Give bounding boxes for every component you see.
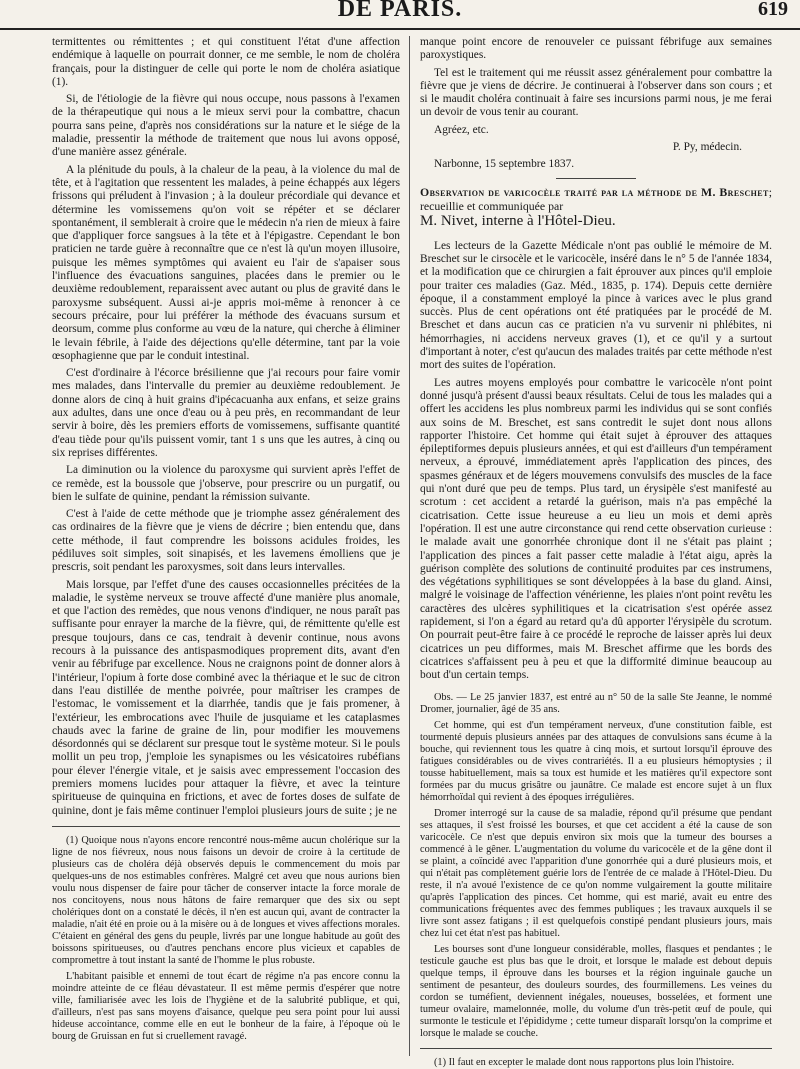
obs-paragraph: Dromer interrogé sur la cause de sa maladie, répond qu'il présume que pendant ses attaques, il s'est froissé les bourses, et que cet accident a été la cause de son varicocèle. Ce n'est que depuis environ six mois que la tumeur des bourses a commencé à le gêner. L'augmentation du volume du varicocèle et de la gêne dont il se plaint, a coïncidé avec l'apparition d'une gonorrhée qui a duré plusieurs mois, et qui n'était pas complètement guérie lors de l'entrée de ce malade à l'Hôtel-Dieu. Du reste, il n'a avoué l'existence de ce qu'on nomme vulgairement la goutte militaire qu'après l'application des pinces. Cet homme, qui est marié, avait eu entre des communications fréquentes avec des femmes publiques ; les travaux auxquels il se livre sont assez fatigans ; il est quelquefois constipé pendant plusieurs jours, mais chez lui cet état n'est pas habituel. xyxy=(420,808,772,940)
paragraph: Si, de l'étiologie de la fièvre qui nous occupe, nous passons à l'examen de la thérapeutique qui nous a le mieux servi pour la combattre, chacun pourra sans peine, d'après nos considérations sur la nature et le siége de la maladie, pressentir la méthode de traitement que nous lui avons opposé, d'une manière assez générale. xyxy=(52,93,400,159)
article-title xyxy=(420,185,772,230)
footnote-rule xyxy=(420,1048,772,1049)
article-title-caps: Observation de varicocèle traité par la méthode de M. Breschet xyxy=(420,184,769,199)
section-rule xyxy=(556,178,636,179)
paragraph: termittentes ou rémittentes ; et qui constituent l'état d'une affection endémique à laquelle on pourrait donner, ce me semble, le nom de choléra français, pour la distinguer de celle qui porte le nom de choléra asiatique (1). xyxy=(52,36,400,88)
paragraph: Les lecteurs de la Gazette Médicale n'ont pas oublié le mémoire de M. Breschet sur le cirsocèle et le varicocèle, inséré dans le n° 5 de l'année 1834, et la modification que ce chirurgien a fait éprouver aux pinces qu'il emploie pour traiter ces maladies (Gaz. Méd., 1835, p. 174). Depuis cette dernière époque, il a constamment employé la pince à varices avec le plus grand succès. Plus de cent opérations ont été pratiquées par le procédé de M. Breschet et dans aucun cas ce praticien n'a vu survenir ni phlébites, ni hémorrhagies, ni accidens nerveux graves (1), et ce qu'il y a surtout d'important à noter, c'est qu'aucun des malades traités par cette méthode n'est mort des suites de l'opération. xyxy=(420,239,772,372)
paragraph: Les autres moyens employés pour combattre le varicocèle n'ont point donné jusqu'à présent d'aussi beaux résultats. Celui de tous les malades qui a offert les accidens les plus nombreux parmi les individus qui se sont confiés aux soins de M. Breschet, est sans contredit le sujet dont nous allons rapporter l'histoire. Cet homme qui était sujet à éprouver des attaques épileptiformes depuis plusieurs années, et qui est d'ailleurs d'un tempérament nerveux, a éprouvé, immédiatement après l'application des pinces, des spasmes généraux et de légers mouvemens convulsifs des muscles de la face qui n'ont duré que peu de temps. Plus tard, un érysipèle s'est manifesté au scrotum : cet accident a retardé la guérison, mais n'a pas empêché la cicatrisation. Cette issue heureuse a eu lieu un mois et demi après l'opération. Il est une autre circonstance qui rend cette observation curieuse : le malade avait une gonorrhée chronique dont il ne s'était pas plaint ; l'application des pinces a fait passer cette maladie à l'état aigu, après la guérison complète des solutions de continuité produites par ces instrumens, des végétations syphilitiques se sont développées à la base du gland. Ainsi, malgré le voisinage de l'affection vénérienne, les plaies n'ont point revêtu les caractères des ulcères syphilitiques et la cicatrisation s'est opérée assez rapidement, si l'on a égard au retard qu'a dû apporter l'érysipèle du scrotum. On pourrait peut-être faire à ce procédé le reproche de laisser après lui deux cicatrices un peu difformes, mais M. Breschet affirme que les bords des cicatrices s'affaissent peu à peu et que la difformité diminue beaucoup au bout d'un certain temps. xyxy=(420,376,772,682)
date-line: Narbonne, 15 septembre 1837. xyxy=(434,158,575,171)
paragraph: Tel est le traitement qui me réussit assez généralement pour combattre la fièvre que je viens de décrire. Je continuerai à l'observer dans son cours ; et si le maudit choléra continuait à faire ses incursions parmi nous, je me ferai un devoir de vous tenir au courant. xyxy=(420,66,772,119)
salutation: Agréez, etc. xyxy=(434,123,489,136)
signature: P. Py, médecin. xyxy=(672,141,742,154)
left-column xyxy=(52,36,400,1056)
paragraph: C'est à l'aide de cette méthode que je triomphe assez généralement des cas ordinaires de la fièvre que je viens de décrire ; bien entendu que, dans cette méthode, il faut comprendre les boissons acidules froides, les pédiluves soit simples, soit sinapisés, et les lavemens émolliens que je prescris, soit pendant les paroxysmes, soit dans leurs intervalles. xyxy=(52,508,400,574)
obs-paragraph: Obs. — Le 25 janvier 1837, est entré au n° 50 de la salle Ste Jeanne, le nommé Dromer, journalier, âgé de 35 ans. xyxy=(420,692,772,716)
page-header xyxy=(0,0,800,30)
obs-paragraph: Les bourses sont d'une longueur considérable, molles, flasques et pendantes ; le testicule gauche est plus bas que le droit, et lorsque le malade est debout depuis quelque temps, il éprouve dans les bourses et la région inguinale gauche un sentiment de pesanteur, des douleurs sourdes, des fourmillemens. Les veines du cordon se tuméfient, deviennent inégales, noueuses, bosselées, et forment une tumeur ovalaire, mamelonnée, molle, du volume d'un très-petit œuf de poule, qui surmonte le testicule et l'épididyme ; cette tumeur disparaît lorsqu'on la comprime et lorsque le malade se couche. xyxy=(420,944,772,1040)
column-divider xyxy=(409,36,410,1056)
article-author: M. Nivet, interne à l'Hôtel-Dieu. xyxy=(420,212,616,229)
paragraph: A la plénitude du pouls, à la chaleur de la peau, à la violence du mal de tête, et à l'agitation que ressentent les malades, à peine échappés aux légers frissons qui préludent à l'invasion ; à la douleur précordiale qui devance et détermine les vomissemens qu'on voit se répéter et se déclarer spontanément, il semblerait à croire que le médecin n'a rien de mieux à faire que d'appliquer force sangsues à la tête et à l'épigastre. Cependant le bon praticien ne tarde guère à reconnaître que ce n'est là qu'un moyen illusoire, puisque les mêmes symptômes qui avaient eu l'air de s'apaiser sous l'influence des évacuations sanguines, placées dans le premier ou le deuxième redoublement, reparaissent avec autant ou plus de gravité dans le paroxysme subséquent. Aussi ai-je appris moi-même à renoncer à ce secours précaire, pour lui préférer la méthode des évacuans sursum et deorsum, comme plus conforme au vœu de la nature, qui cherche à éliminer le levain fébrile, à l'aide des déjections qu'elle détermine, tant par la voie œsophagienne que par le conduit intestinal. xyxy=(52,163,400,362)
obs-paragraph: Cet homme, qui est d'un tempérament nerveux, d'une constitution faible, est tourmenté depuis plusieurs années par des attaques de convulsions sans écume à la bouche, qui reviennent tous les quatre à cinq mois, et surtout lorsqu'il éprouve des fatigues considérables ou de vives contrariétés. Il a eu plusieurs hémoptysies ; il tousse habituellement, mais sa toux est humide et les matières qu'il expectore sont formées par du mucus grisâtre ou jaunâtre. Ce malade est encore sujet à un flux hémorrhoïdal qui revient à des époques irrégulières. xyxy=(420,720,772,804)
article-title-rest: ; recueillie et communiquée par xyxy=(420,184,772,213)
paragraph: manque point encore de renouveler ce puissant fébrifuge aux semaines paroxystiques. xyxy=(420,36,772,62)
paragraph: C'est d'ordinaire à l'écorce brésilienne que j'ai recours pour faire vomir mes malades, dans l'intervalle du premier au deuxième redoublement. Je donne alors de cinq à huit grains d'ipécacuanha aux enfans, et seize grains aux adultes, dans une once d'eau ou à peu près, en recommandant de leur servir à boire, dès les premiers efforts de vomissemens, suffisante quantité d'eau tiède pour qu'ils puissent vomir, tant 1 s uns que les autres, à cinq ou six reprises différentes. xyxy=(52,367,400,459)
footnote-rule xyxy=(52,826,400,827)
footnote: L'habitant paisible et ennemi de tout écart de régime n'a pas encore connu la moindre atteinte de ce fléau dévastateur. Il est même permis d'espérer que notre ville, familiarisée avec les lois de l'hygiène et de la salubrité publique, et qui, d'ailleurs, n'est pas sans moyens d'aisance, quelque peu sera point pour lui aussi hideuse accointance, comme elle en eut le bonheur de la faire, à l'époque où le bourg de Gruissan en fut si cruellement ravagé. xyxy=(52,970,400,1042)
footnote: (1) Quoique nous n'ayons encore rencontré nous-même aucun cholérique sur la ligne de nos fiévreux, nous nous faisons un devoir de croire à la certitude de plusieurs cas de choléra déjà observés depuis le commencement du mois par quelques-uns de nos estimables confrères. Malgré cet aveu que nous aurions bien voulu nous dispenser de faire pour tâcher de conserver intacte la force morale de nos concitoyens, nous nous hâtons de faire remarquer que des six ou sept cholériques dont on a constaté le décès, il n'en est aucun qui, avant de contracter la maladie, n'ait été en proie ou à la misère ou à de longues et vives affections morales. C'étaient en général des gens du peuple, livrés par une longue habitude au goût des boissons spiritueuses, ou d'autres penchans encore plus vicieux et capables de compromettre à tout instant la santé de l'homme le plus robuste. xyxy=(52,834,400,966)
page-title: DE PARIS. xyxy=(337,0,463,22)
right-column xyxy=(420,36,772,1069)
paragraph: Mais lorsque, par l'effet d'une des causes occasionnelles précitées de la maladie, le système nerveux se trouve affecté d'une manière plus anomale, et que l'action des remèdes, que nous venons d'indiquer, ne nous paraît pas suffisante pour enrayer la marche de la fièvre, qui, de rémittente qu'elle est presque toujours, dans ce cas, tendrait à devenir continue, nous avons recours à la puissance des antispasmodiques proprement dits, avant d'en venir au fébrifuge par excellence. Nous ne craignons point de donner alors à l'intérieur, l'opium à forte dose combiné avec la thériaque et le suc de citron dans l'eau distillée de menthe poivrée, pour maîtriser les crampes de l'estomac, le vomissement et la diarrhée, tandis que je fais promener, à l'extérieur, les embrocations avec l'huile de jusquiame et les cataplasmes chauds avec la farine de graine de lin, pour modifier les mouvemens désordonnés qui se déclarent sur presque tout le système moteur. Si le pouls mollit un peu trop, j'emploie les synapismes ou les vésicatoires rubéfians pour élever l'énergie vitale, et je saisis avec empressement l'occasion des premiers momens lucides pour attaquer la fièvre, et avec la teinture spiritueuse de quinquina en frictions, et avec de fortes doses de sulfate de quinine, dont je fais même continuer l'emploi plusieurs jours de suite ; je ne xyxy=(52,578,400,817)
paragraph: La diminution ou la violence du paroxysme qui survient après l'effet de ce remède, est la boussole que j'observe, pour prescrire ou un purgatif, ou bien le sulfate de quinine, pendant la rémission suivante. xyxy=(52,464,400,503)
footnote: (1) Il faut en excepter le malade dont nous rapportons plus loin l'histoire. xyxy=(434,1057,735,1069)
page-number: 619 xyxy=(758,0,788,20)
